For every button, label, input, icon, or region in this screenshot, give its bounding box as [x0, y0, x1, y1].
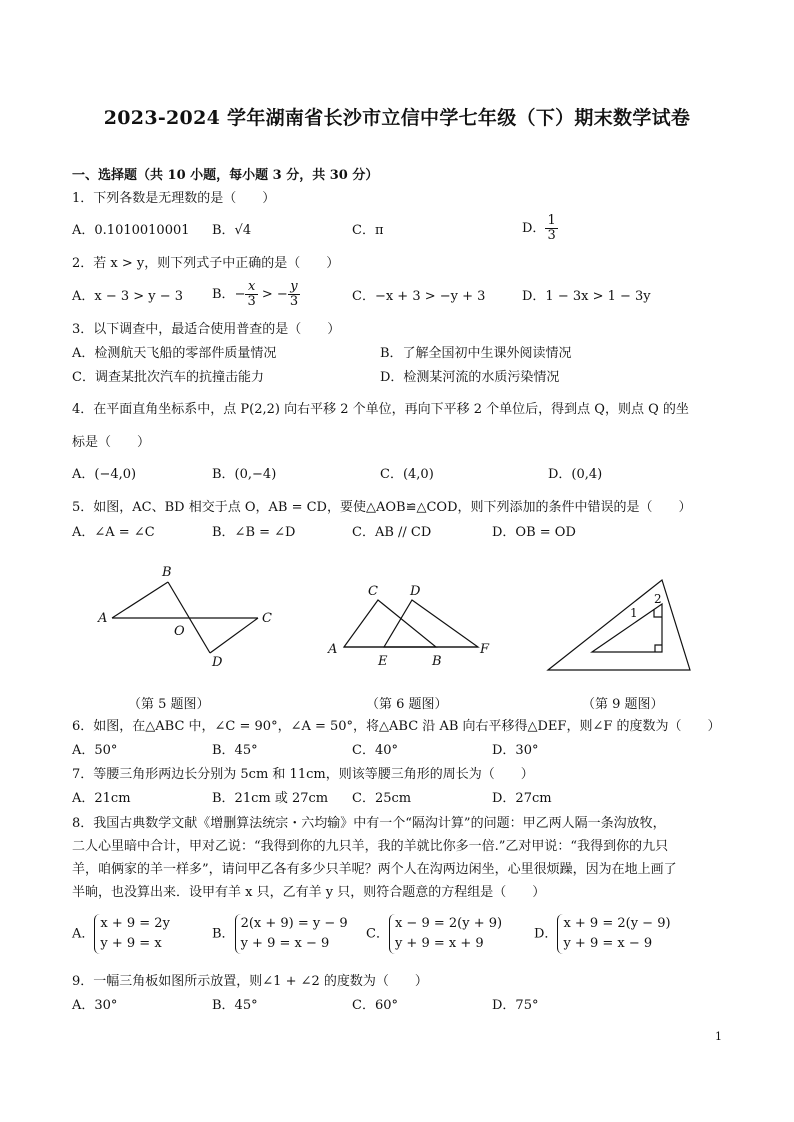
q7-option-d: D．27cm	[492, 791, 552, 806]
q3-stem: 3．以下调查中，最适合使用普查的是（ ）	[72, 322, 341, 337]
q2-frac-left-num: x	[245, 280, 257, 295]
fig6-label-d: D	[410, 584, 421, 599]
q7-option-a: A．21cm	[72, 791, 131, 806]
q1-fraction-numerator: 1	[547, 213, 556, 228]
q4-option-b: B．(0,−4)	[212, 467, 277, 482]
q8-stem-line1: 8．我国古典数学文献《增删算法统宗・六均输》中有一个“隔沟计算”的问题：甲乙两人隔一条沟放牧，	[72, 816, 666, 831]
q5-option-a: A．∠A = ∠C	[72, 525, 155, 540]
q8-stem-line2: 二人心里暗中合计，甲对乙说：“我得到你的九只羊，我的羊就比你多一倍.”乙对甲说：“我得到你的九只	[72, 839, 669, 854]
q8-stem-line4: 半晌，也没算出来．设甲有羊 x 只，乙有羊 y 只，则符合题意的方程组是（ ）	[72, 885, 546, 900]
fig5-label-a: A	[98, 611, 108, 626]
q2-fraction-right	[288, 280, 300, 309]
q6-option-c: C．40°	[352, 743, 398, 758]
q2-stem: 2．若 x > y，则下列式子中正确的是（ ）	[72, 256, 340, 271]
fig5-label-d: D	[212, 655, 223, 670]
page-title: 2023-2024 学年湖南省长沙市立信中学七年级（下）期末数学试卷	[103, 107, 691, 129]
fig9-right-angle-mark-2	[654, 609, 662, 617]
q2-frac-left-den: 3	[247, 294, 256, 309]
figure-9	[540, 572, 710, 677]
figure-6	[320, 575, 510, 675]
q8-d-eq1: x + 9 = 2(y − 9)	[563, 916, 671, 931]
fig6-label-a: A	[328, 642, 338, 657]
q8-option-c	[366, 914, 502, 954]
q8-option-a-system	[94, 914, 170, 954]
q3-option-c: C．调查某批次汽车的抗撞击能力	[72, 370, 264, 385]
q2-frac-right-den: 3	[289, 294, 299, 309]
q8-a-eq1: x + 9 = 2y	[100, 916, 170, 931]
q1-option-d	[522, 214, 558, 243]
q5-option-b: B．∠B = ∠D	[212, 525, 296, 540]
q2-fraction-left	[245, 280, 257, 309]
q9-stem: 9．一幅三角板如图所示放置，则∠1 + ∠2 的度数为（ ）	[72, 974, 428, 989]
q1-stem: 1．下列各数是无理数的是（ ）	[72, 191, 276, 206]
q1-option-b: B．√4	[212, 223, 252, 238]
q6-option-b: B．45°	[212, 743, 258, 758]
fig5-segment-ab	[112, 582, 168, 618]
q2-option-d: D．1 − 3x > 1 − 3y	[522, 289, 651, 304]
q5-option-c: C．AB // CD	[352, 525, 432, 540]
q4-option-c: C．(4,0)	[380, 467, 434, 482]
fig6-label-b: B	[432, 654, 442, 669]
fig6-label-f: F	[480, 642, 490, 657]
q4-stem-line2: 标是（ ）	[72, 435, 151, 450]
q3-option-d: D．检测某河流的水质污染情况	[380, 370, 560, 385]
q8-b-eq1: 2(x + 9) = y − 9	[240, 916, 348, 931]
figure-5	[90, 560, 290, 670]
fig9-angle-1-label: 1	[630, 606, 638, 620]
q8-a-eq2: y + 9 = x	[100, 936, 162, 951]
fig5-label-o: O	[174, 624, 185, 639]
q7-stem: 7．等腰三角形两边长分别为 5cm 和 11cm，则该等腰三角形的周长为（ ）	[72, 767, 534, 782]
q2-option-c: C．−x + 3 > −y + 3	[352, 289, 486, 304]
fig9-angle-2-label: 2	[654, 592, 662, 606]
q8-option-d-label: D．	[534, 926, 558, 942]
q4-stem-line1: 4．在平面直角坐标系中，点 P(2,2) 向右平移 2 个单位，再向下平移 2 个单位后，得到点 Q，则点 Q 的坐	[72, 402, 689, 417]
q8-option-a	[72, 914, 170, 954]
q1-option-a: A．0.1010010001	[72, 223, 190, 238]
q9-option-a: A．30°	[72, 998, 118, 1013]
fig6-label-e: E	[378, 654, 388, 669]
fig5-label-b: B	[162, 565, 172, 580]
q6-stem: 6．如图，在△ABC 中，∠C = 90°，∠A = 50°，将△ABC 沿 AB 向右平移得△DEF，则∠F 的度数为（ ）	[72, 719, 721, 734]
q2-option-b-label: B．	[212, 287, 235, 302]
q9-option-c: C．60°	[352, 998, 398, 1013]
q4-option-d: D．(0,4)	[548, 467, 603, 482]
q1-option-c: C．π	[352, 223, 384, 238]
q7-option-b: B．21cm 或 27cm	[212, 791, 329, 806]
q8-option-a-label: A．	[72, 926, 95, 942]
fig5-label-c: C	[262, 611, 272, 626]
q8-option-b	[212, 914, 348, 954]
q6-option-d: D．30°	[492, 743, 539, 758]
q8-b-eq2: y + 9 = x − 9	[240, 936, 330, 951]
q8-option-b-system	[235, 914, 348, 954]
fig6-triangle-edf	[384, 600, 478, 647]
q9-option-b: B．45°	[212, 998, 258, 1013]
q4-option-a: A．(−4,0)	[72, 467, 137, 482]
fig9-set-square-large	[548, 580, 690, 670]
q2-option-b: B．− $\frac{x}{3}$ > − $\frac{y}{3}$	[212, 279, 299, 309]
q2-option-a: A．x − 3 > y − 3	[72, 289, 184, 304]
q8-stem-line3: 羊，咱俩家的羊一样多”，请问甲乙各有多少只羊呢？两个人在沟两边闲坐，心里很烦躁，因为在地上画了	[72, 862, 677, 877]
fig6-label-c: C	[368, 584, 378, 599]
figure-9-caption: （第 9 题图）	[582, 697, 664, 712]
fig9-set-square-small	[592, 604, 662, 652]
q8-option-c-label: C．	[366, 926, 389, 942]
q8-d-eq2: y + 9 = x − 9	[563, 936, 653, 951]
q8-c-eq2: y + 9 = x + 9	[394, 936, 484, 951]
q8-option-d-system	[557, 914, 670, 954]
section-heading: 一、选择题（共 10 小题，每小题 3 分，共 30 分）	[72, 168, 379, 183]
q1-option-d-label: D．	[522, 221, 546, 236]
q8-option-b-label: B．	[212, 926, 235, 942]
page-number: 1	[715, 1030, 722, 1043]
q6-option-a: A．50°	[72, 743, 118, 758]
q3-option-a: A．检测航天飞船的零部件质量情况	[72, 346, 277, 361]
q1-fraction	[545, 214, 557, 243]
fig5-segment-cd	[210, 618, 258, 653]
q5-option-d: D．OB = OD	[492, 525, 576, 540]
q2-frac-right-num: y	[288, 280, 300, 295]
q8-c-eq1: x − 9 = 2(y + 9)	[394, 916, 503, 931]
q3-option-b: B．了解全国初中生课外阅读情况	[380, 346, 572, 361]
q8-option-c-system	[389, 914, 502, 954]
figure-5-caption: （第 5 题图）	[128, 697, 210, 712]
q9-option-d: D．75°	[492, 998, 539, 1013]
q5-stem: 5．如图，AC、BD 相交于点 O，AB = CD，要使△AOB≌△COD，则下列添加的条件中错误的是（ ）	[72, 500, 692, 515]
fig9-right-angle-mark-1	[655, 645, 662, 652]
q7-option-c: C．25cm	[352, 791, 412, 806]
figure-6-caption: （第 6 题图）	[366, 697, 448, 712]
q8-option-d	[534, 914, 671, 954]
q1-fraction-denominator: 3	[547, 228, 556, 243]
